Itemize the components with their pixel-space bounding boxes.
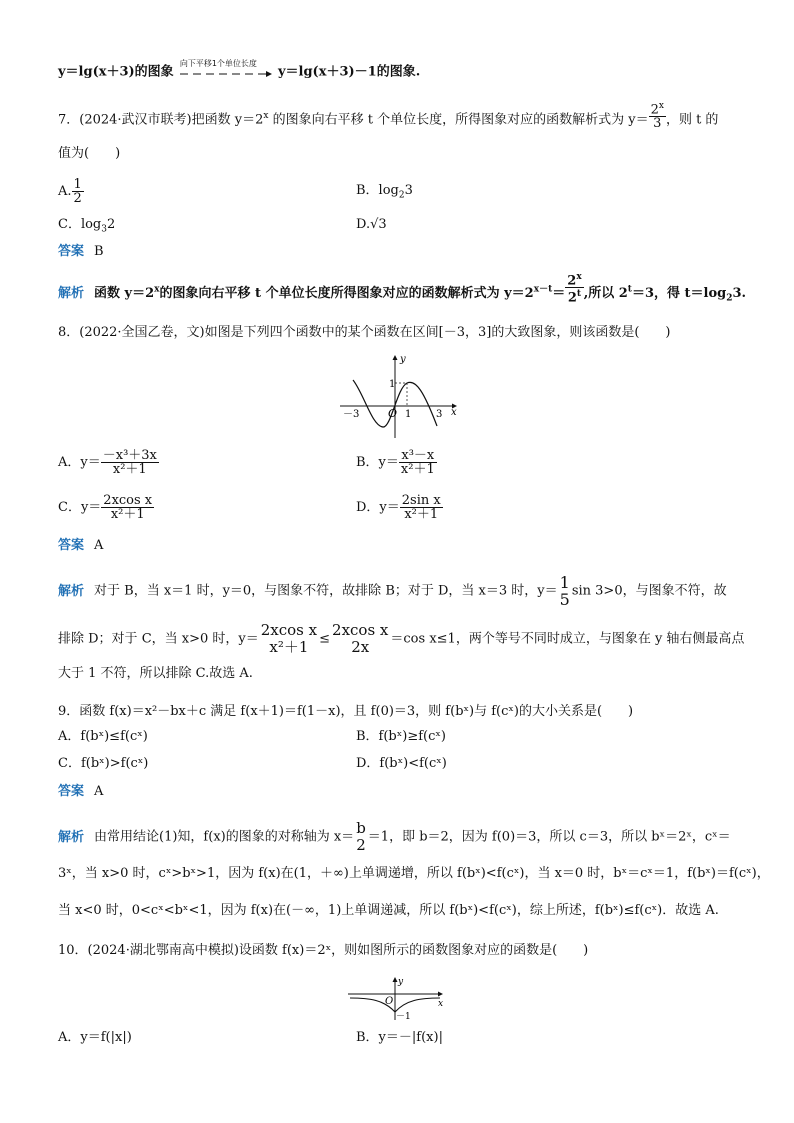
q8-analysis-line1: 解析 对于 B，当 x＝1 时，y＝0，与图象不符，故排除 B；对于 D，当 x＝3 时，y＝ 1 5 sin 3>0，与图象不符，故 [58, 573, 727, 609]
q7-option-a-fraction: $\frac{1}{2}$ [73, 177, 82, 206]
q9-answer: 答案 A [58, 784, 104, 799]
q9-analysis-line3: 当 x<0 时，0<cˣ<bˣ<1，因为 f(x)在(－∞，1)上单调递减，所以 f(bˣ)<f(cˣ)，综上所述，f(bˣ)≤f(cˣ)．故选 A. [58, 903, 719, 918]
q8-option-d-fraction: $\frac{\text{2sin x}}{\text{x²＋1}}$ [401, 493, 441, 522]
q9-analysis-line2: 3ˣ，当 x>0 时，cˣ>bˣ>1，因为 f(x)在(1，＋∞)上单调递增，所以 f(bˣ)<f(cˣ)，当 x＝0 时，bˣ＝cˣ＝1，f(bˣ)＝f(cˣ)， [58, 866, 770, 881]
q8-analysis-fraction-b: 2xcos x 2x [332, 621, 389, 656]
q10-x-axis-arrow-icon [438, 992, 443, 997]
q7-stem-line2: 值为( ) [58, 146, 121, 161]
transform-arrow [178, 59, 274, 80]
q8-analysis-fraction-a: 2xcos x x²＋1 [260, 621, 318, 656]
q8-option-b[interactable]: B．y＝ $\frac{\text{x³－x}}{\text{x²＋1}}$ [356, 448, 435, 477]
q8-function-graph [336, 352, 462, 442]
q10-stem: 10．(2024·湖北鄂南高中模拟)设函数 f(x)＝2ˣ，则如图所示的函数图象对应的函数是( ) [58, 943, 589, 958]
q9-option-b[interactable]: B．f(bˣ)≥f(cˣ) [356, 729, 446, 744]
q8-option-a[interactable]: A．y＝ $\frac{\text{－x³＋3x}}{\text{x²＋1}}$ [58, 448, 157, 477]
q8-y-label: y [400, 354, 406, 365]
q8-option-c[interactable]: C．y＝ $\frac{\text{2xcos x}}{\text{x²＋1}}$ [58, 493, 153, 522]
q9-option-a[interactable]: A．f(bˣ)≤f(cˣ) [58, 729, 148, 744]
q10-y-axis-arrow-icon [393, 977, 398, 982]
q9-stem: 9．函数 f(x)＝x²－bx＋c 满足 f(x＋1)＝f(1－x)，且 f(0)＝3，则 f(bˣ)与 f(cˣ)的大小关系是( ) [58, 704, 634, 719]
q9-analysis-fraction: b 2 [356, 819, 366, 854]
q8-tick-1: 1 [405, 409, 412, 420]
top-left-text: y＝lg(x＋3)的图象 [58, 64, 174, 80]
q8-origin-label: O [388, 407, 398, 420]
top-transform-line [58, 59, 421, 81]
q7-answer: 答案 B [58, 244, 104, 259]
q9-option-d[interactable]: D．f(bˣ)<f(cˣ) [356, 756, 447, 771]
q10-option-b[interactable]: B．y＝－|f(x)| [356, 1030, 443, 1045]
q7-option-b[interactable]: B．$\log_23$ [356, 183, 413, 201]
q8-stem: 8．(2022·全国乙卷，文)如图是下列四个函数中的某个函数在区间[－3，3]的大致图象，则该函数是( ) [58, 325, 671, 340]
q8-tick-y1: 1 [389, 379, 396, 390]
q8-analysis-line3: 大于 1 不符，所以排除 C.故选 A. [58, 666, 253, 681]
q8-analysis-fraction-1-5: 1 5 [559, 573, 570, 609]
q7-option-c[interactable]: C．$\log_32$ [58, 217, 116, 235]
q8-analysis-line2: 排除 D；对于 C，当 x>0 时，y＝ 2xcos x x²＋1 ≤ 2xcos x 2x ＝cos x≤1，两个等号不同时成立，与图象在 y 轴右侧最高点 [58, 621, 745, 656]
q7-stem-fraction: $\frac{2^x}{3}$ [650, 100, 664, 131]
q8-x-label: x [451, 407, 457, 418]
q9-option-c[interactable]: C．f(bˣ)>f(cˣ) [58, 756, 149, 771]
q7-option-d[interactable]: D.√3 [356, 217, 387, 232]
right-arrow-icon [178, 66, 274, 82]
q8-answer: 答案 A [58, 538, 104, 553]
q7-analysis-fraction: $\frac{2^x}{2^t}$ [567, 272, 582, 306]
arrow-label: 向下平移1个单位长度 [179, 59, 257, 68]
q8-tick-neg3: －3 [343, 409, 360, 420]
q8-y-axis-arrow-icon [393, 355, 398, 360]
q8-option-b-fraction: $\frac{\text{x³－x}}{\text{x²＋1}}$ [400, 448, 435, 477]
q8-option-d[interactable]: D．y＝ $\frac{\text{2sin x}}{\text{x²＋1}}$ [356, 493, 441, 522]
q10-option-a[interactable]: A．y＝f(|x|) [58, 1030, 132, 1045]
q7-analysis: 解析 函数 $y=2^x$的图象向右平移 t 个单位长度所得图象对应的函数解析式为 $y=2^{x-t}=$ $\frac{2^x}{2^t}$ ,所以 $2^t=3$，得 $t=\log_23$. [58, 272, 747, 306]
q10-tick-m1: －1 [396, 1012, 411, 1022]
q7-stem-line1: 7．(2024·武汉市联考)把函数 $y=2^x$ 的图象向右平移 t 个单位长度，所得图象对应的函数解析式为 y＝ $\frac{2^x}{3}$ ，则 t 的 [58, 100, 719, 131]
q8-option-c-fraction: $\frac{\text{2xcos x}}{\text{x²＋1}}$ [103, 493, 153, 522]
q9-analysis-line1: 解析 由常用结论(1)知，f(x)的图象的对称轴为 x＝ b 2 ＝1，即 b＝2，因为 f(0)＝3，所以 c＝3，所以 bˣ＝2ˣ，cˣ＝ [58, 819, 731, 854]
q10-function-graph [344, 976, 450, 1022]
q7-option-a[interactable]: A. $\frac{1}{2}$ [58, 177, 82, 206]
q10-origin-label: O [385, 996, 394, 1007]
q8-option-a-fraction: $\frac{\text{－x³＋3x}}{\text{x²＋1}}$ [102, 448, 157, 477]
top-right-text: y＝lg(x＋3)－1的图象. [277, 64, 421, 80]
q10-y-label: y [398, 977, 404, 987]
q8-tick-3: 3 [436, 409, 443, 420]
q10-x-label: x [438, 999, 444, 1009]
